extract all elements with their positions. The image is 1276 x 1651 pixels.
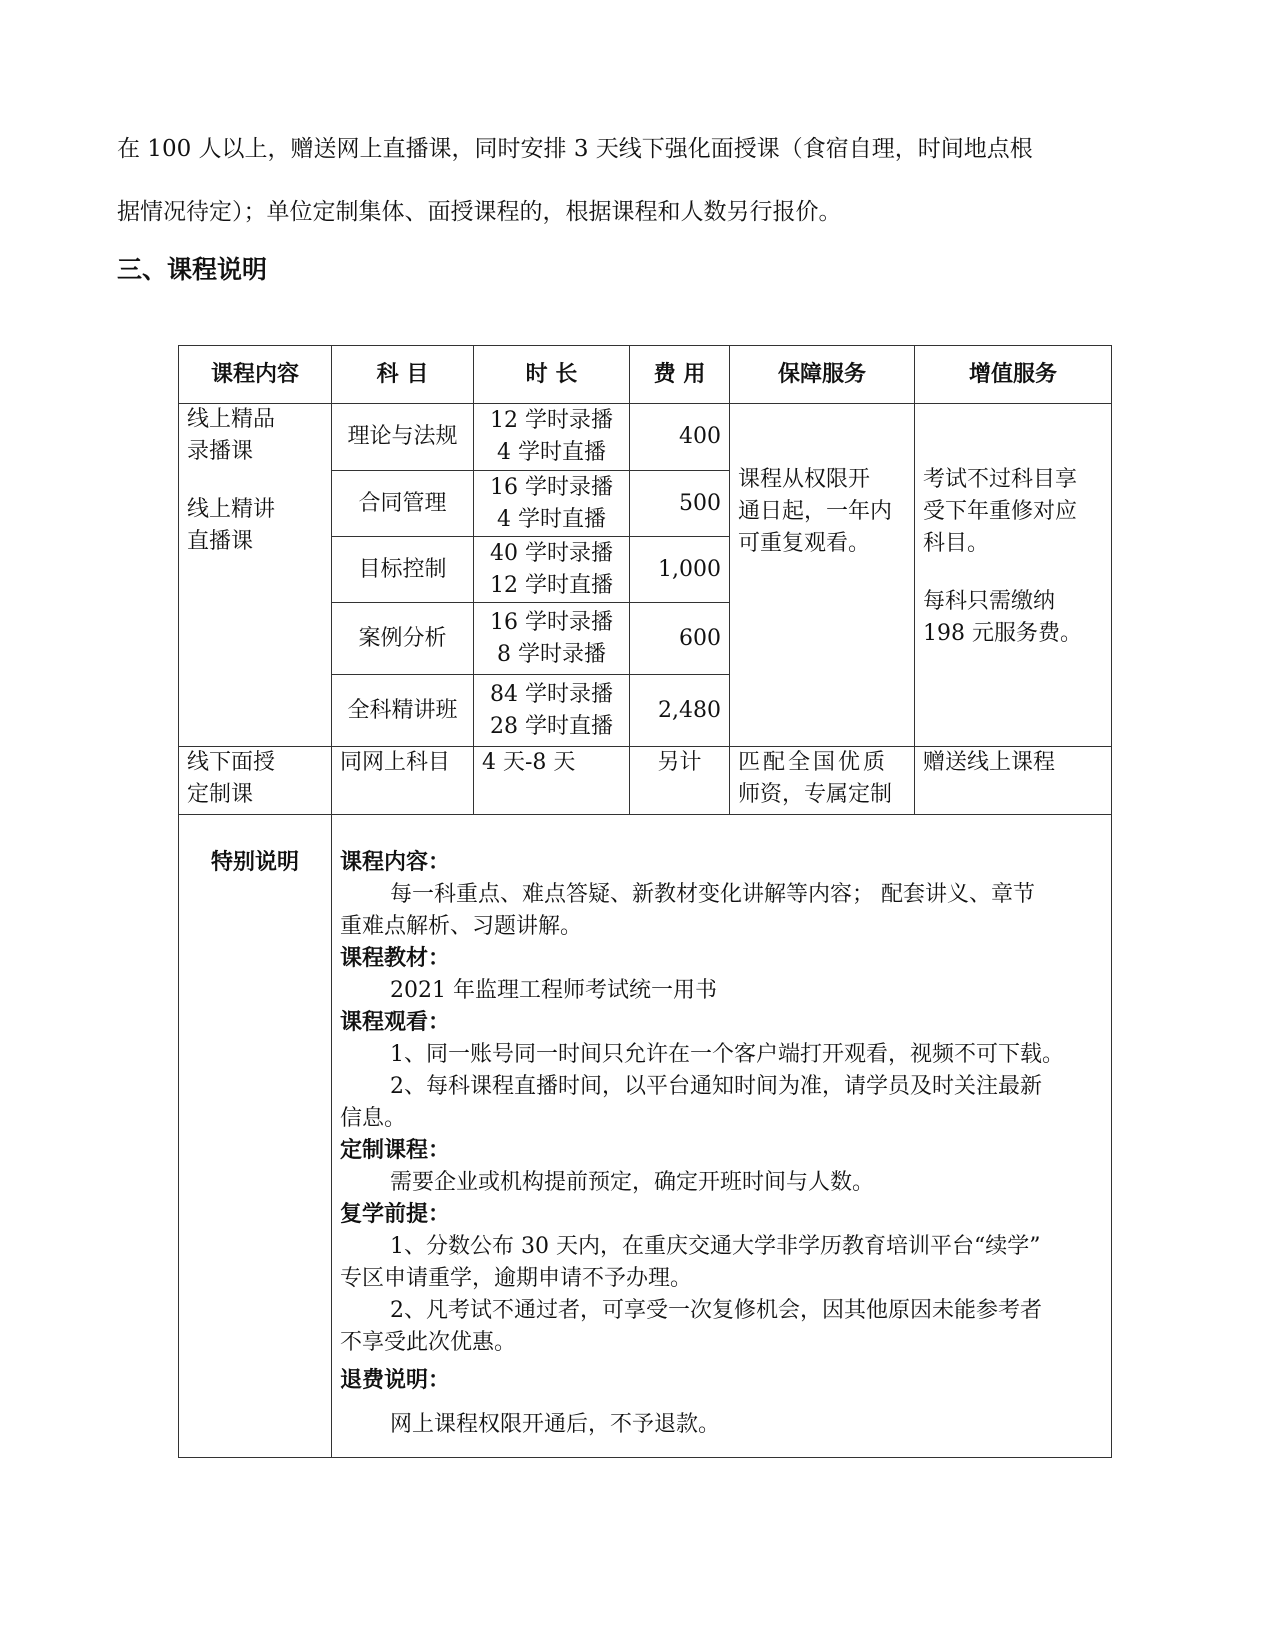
intro-paragraph [117, 118, 1162, 244]
category-text: 录播课 [187, 439, 254, 464]
retake-label: 复学前提： [340, 1202, 451, 1227]
section-title: 三、课程说明 [117, 255, 268, 284]
watch-text: 2、每科课程直播时间，以平台通知时间为准，请学员及时关注最新 [390, 1074, 1042, 1099]
duration-line: 12 学时直播 [490, 572, 613, 598]
value-added-cell [915, 404, 1112, 747]
subject-cell: 全科精讲班 [332, 675, 474, 747]
value-text: 受下年重修对应 [923, 499, 1078, 524]
duration-line: 28 学时直播 [490, 713, 613, 739]
subject-cell: 同网上科目 [332, 747, 474, 815]
table-row-offline [179, 747, 1112, 815]
content-text: 重难点解析、习题讲解。 [340, 914, 583, 939]
table-row [179, 404, 1112, 471]
notes-row [179, 815, 1112, 1458]
course-table [178, 345, 1112, 1458]
header-cell: 科 目 [332, 346, 474, 404]
refund-label: 退费说明： [340, 1368, 451, 1393]
fee-cell: 1,000 [630, 537, 730, 603]
offline-category-cell [179, 747, 332, 815]
duration-line: 84 学时录播 [490, 681, 613, 707]
subject-cell: 理论与法规 [332, 404, 474, 471]
intro-line-1: 在 100 人以上，赠送网上直播课，同时安排 3 天线下强化面授课（食宿自理，时间地点根 [117, 136, 1033, 162]
duration-line: 16 学时录播 [490, 609, 613, 635]
online-category-cell [179, 404, 332, 747]
fee-cell: 400 [630, 404, 730, 471]
duration-line: 4 学时直播 [497, 506, 606, 532]
guarantee-cell [730, 747, 915, 815]
notes-label: 特别说明 [179, 815, 332, 1458]
fee-cell: 2,480 [630, 675, 730, 747]
table-header-row [179, 346, 1112, 404]
guarantee-text: 匹配全国优质 [738, 750, 889, 775]
subject-cell: 合同管理 [332, 471, 474, 537]
guarantee-text: 通日起，一年内 [738, 499, 893, 524]
retake-text: 1、分数公布 30 天内，在重庆交通大学非学历教育培训平台“续学” [390, 1234, 1041, 1259]
header-cell: 时 长 [474, 346, 630, 404]
value-added-cell: 赠送线上课程 [915, 747, 1112, 815]
fee-cell: 600 [630, 603, 730, 675]
watch-label: 课程观看： [340, 1010, 451, 1035]
fee-cell: 500 [630, 471, 730, 537]
guarantee-text: 师资，专属定制 [738, 782, 893, 807]
header-cell: 增值服务 [915, 346, 1112, 404]
duration-cell [474, 603, 630, 675]
category-text: 线上精讲 [187, 497, 276, 522]
custom-text: 需要企业或机构提前预定，确定开班时间与人数。 [390, 1170, 875, 1195]
value-text: 考试不过科目享 [923, 467, 1078, 492]
watch-text: 信息。 [340, 1106, 407, 1131]
category-text: 直播课 [187, 529, 254, 554]
duration-line: 8 学时录播 [497, 641, 606, 667]
duration-line: 16 学时录播 [490, 474, 613, 500]
retake-text: 不享受此次优惠。 [340, 1330, 517, 1355]
category-text: 定制课 [187, 782, 254, 807]
duration-line: 40 学时录播 [490, 540, 613, 566]
category-text: 线下面授 [187, 750, 276, 775]
material-text: 2021 年监理工程师考试统一用书 [390, 978, 717, 1003]
duration-cell [474, 675, 630, 747]
value-text: 每科只需缴纳 [923, 589, 1056, 614]
custom-label: 定制课程： [340, 1138, 451, 1163]
intro-line-2: 据情况待定）；单位定制集体、面授课程的，根据课程和人数另行报价。 [117, 199, 842, 225]
notes-cell [332, 815, 1112, 1458]
material-label: 课程教材： [340, 946, 451, 971]
duration-cell [474, 471, 630, 537]
duration-cell [474, 404, 630, 471]
header-cell: 费 用 [630, 346, 730, 404]
duration-line: 12 学时录播 [490, 408, 613, 433]
guarantee-text: 可重复观看。 [738, 531, 871, 556]
category-text: 线上精品 [187, 407, 276, 432]
duration-line: 4 学时直播 [497, 440, 606, 465]
guarantee-cell [730, 404, 915, 747]
retake-text: 2、凡考试不通过者，可享受一次复修机会，因其他原因未能参考者 [390, 1298, 1042, 1323]
content-text: 每一科重点、难点答疑、新教材变化讲解等内容； 配套讲义、章节 [390, 882, 1035, 907]
value-text: 科目。 [923, 531, 990, 556]
watch-text: 1、同一账号同一时间只允许在一个客户端打开观看，视频不可下载。 [390, 1042, 1064, 1067]
guarantee-text: 课程从权限开 [738, 467, 871, 492]
refund-text: 网上课程权限开通后，不予退款。 [390, 1412, 721, 1437]
value-text: 198 元服务费。 [923, 621, 1082, 646]
header-cell: 保障服务 [730, 346, 915, 404]
duration-cell: 4 天-8 天 [474, 747, 630, 815]
subject-cell: 案例分析 [332, 603, 474, 675]
header-cell: 课程内容 [179, 346, 332, 404]
retake-text: 专区申请重学，逾期申请不予办理。 [340, 1266, 693, 1291]
fee-cell: 另计 [630, 747, 730, 815]
duration-cell [474, 537, 630, 603]
content-label: 课程内容： [340, 850, 451, 875]
subject-cell: 目标控制 [332, 537, 474, 603]
